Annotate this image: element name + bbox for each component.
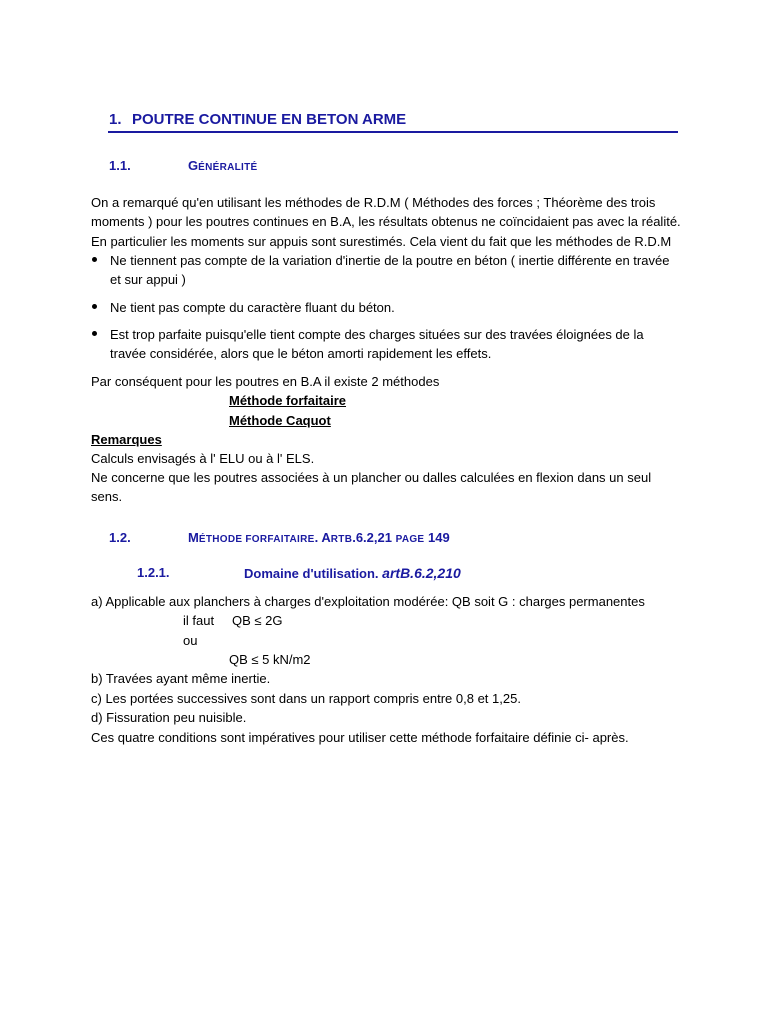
section-1-rule: [108, 131, 678, 133]
bullet-1-line-2: et sur appui ): [110, 272, 186, 287]
method-caquot: Méthode Caquot: [229, 413, 331, 428]
bullet-1-dot: [92, 257, 97, 262]
condition-qb-5kn: QB ≤ 5 kN/m2: [229, 652, 311, 667]
section-1-number: 1.: [109, 111, 122, 128]
intro-line-2: moments ) pour les poutres continues en B.A, les résultats obtenus ne coïncidaient pas avec la réalité.: [91, 214, 681, 229]
section-1-heading: [109, 111, 406, 128]
remarks-line-1: Calculs envisagés à l' ELU ou à l' ELS.: [91, 451, 315, 466]
intro-line-1: On a remarqué qu'en utilisant les méthodes de R.D.M ( Méthodes des forces ; Théorème des trois: [91, 195, 656, 210]
bullet-1-line-1: Ne tiennent pas compte de la variation d'inertie de la poutre en béton ( inertie différente en travée: [110, 253, 670, 268]
section-1-2-1-title: Domaine d'utilisation. artB.6.2,210: [244, 565, 461, 581]
remarks-line-2: Ne concerne que les poutres associées à un plancher ou dalles calculées en flexion dans un seul: [91, 470, 652, 485]
section-1-2-title: MÉTHODE FORFAITAIRE. ARTB.6.2,21 PAGE 149: [188, 530, 450, 545]
section-1-2-number: 1.2.: [109, 530, 131, 545]
remarks-line-3: sens.: [91, 489, 123, 504]
bullet-3-line-2: travée considérée, alors que le béton amorti rapidement les effets.: [110, 346, 492, 361]
ou-label: ou: [183, 633, 198, 648]
condition-a: a) Applicable aux planchers à charges d'exploitation modérée: QB soit G : charges permanentes: [91, 594, 645, 609]
section-1-title: POUTRE CONTINUE EN BETON ARME: [132, 111, 407, 128]
section-1-1-title: GÉNÉRALITÉ: [188, 158, 258, 173]
condition-qb-2g: QB ≤ 2G: [232, 613, 283, 628]
conditions-final: Ces quatre conditions sont impératives pour utiliser cette méthode forfaitaire définie ci- après.: [91, 730, 629, 745]
il-faut-label: il faut: [183, 613, 215, 628]
bullet-3-line-1: Est trop parfaite puisqu'elle tient compte des charges situées sur des travées éloignées de la: [110, 327, 644, 342]
bullet-3-dot: [92, 331, 97, 336]
bullet-2-line-1: Ne tient pas compte du caractère fluant du béton.: [110, 300, 395, 315]
intro-line-3: En particulier les moments sur appuis sont surestimés. Cela vient du fait que les méthodes de R.D.M: [91, 234, 672, 249]
section-1-2-1-number: 1.2.1.: [137, 565, 170, 580]
condition-b: b) Travées ayant même inertie.: [91, 671, 271, 686]
bullet-2-dot: [92, 304, 97, 309]
remarks-title: Remarques: [91, 432, 162, 447]
condition-c: c) Les portées successives sont dans un rapport compris entre 0,8 et 1,25.: [91, 691, 521, 706]
methods-intro: Par conséquent pour les poutres en B.A il existe 2 méthodes: [91, 374, 440, 389]
method-forfaitaire: Méthode forfaitaire: [229, 393, 347, 408]
section-1-1-number: 1.1.: [109, 158, 131, 173]
condition-d: d) Fissuration peu nuisible.: [91, 710, 247, 725]
